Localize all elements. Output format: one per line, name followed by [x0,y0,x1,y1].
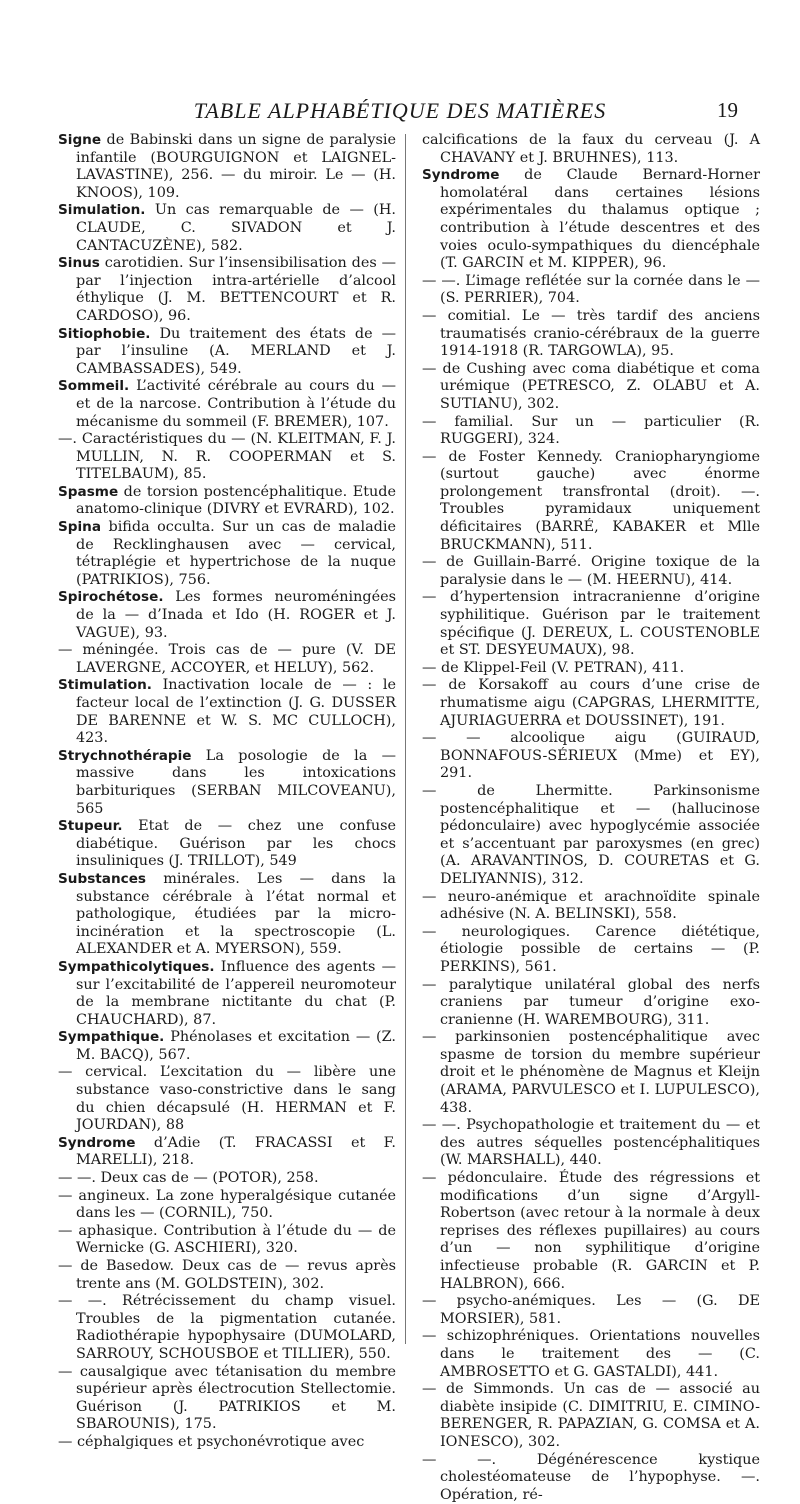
entry-heading: Sommeil. [58,378,130,395]
entry-text: La posologie de la — massive dans les intoxications barbituriques (SERBAN MILCOVEANU), 565 [76,747,396,817]
index-entry [422,1029,760,1117]
index-entry [58,132,396,202]
entry-text: — —. Rétrécissement du champ visuel. Troubles de la pigmentation cutanée. Radiothérapie hypophysaire (DUMOLARD, SARROUY, SCHOUSBOE et TILLIER), 550. [58,1293,396,1362]
entry-text: calcifications de la faux du cerveau (J. A CHAVANY et J. BRUHNES), 113. [422,132,760,166]
entry-heading: Sympathicolytiques. [58,958,215,975]
entry-text: — de Cushing avec coma diabétique et coma urémique (PETRESCO, Z. OLABU et A. SUTIANU), 302. [422,360,760,412]
entry-text: — parkinsonien postencéphalitique avec spasme de torsion du membre supérieur droit et le phénomène de Magnus et Kleijn (ARAMA, PARVULESCO et I. LUPULESCO), 438. [422,1029,760,1116]
index-entry [422,889,760,924]
entry-text: — céphalgiques et psychonévrotique avec [58,1433,365,1450]
index-entry [58,1258,396,1293]
entry-text: minérales. Les — dans la substance cérébrale à l’état normal et pathologique, étudiées par la micro-incinération et la spectroscopie (L. ALEXANDER et A. MYERSON), 559. [76,870,396,958]
entry-text: Du traitement des états de — par l’insuline (A. MERLAND et J. CAMBASSADES), 549. [76,325,396,377]
entry-heading: Spirochétose. [58,589,164,606]
index-entry [422,1328,760,1381]
entry-heading: Syndrome [58,1134,136,1151]
entry-text: — de Foster Kennedy. Craniopharyngiome (surtout gauche) avec énorme prolongement transfrontal (droit). —. Troubles pyramidaux uniquement déficitaires (BARRÉ, KABAKER et Mlle BRUCKMANN), 511. [422,448,760,553]
entry-text: —. Caractéristiques du — (N. KLEITMAN, F. J. MULLIN, N. R. COOPERMAN et S. TITELBAUM), 85. [58,431,396,483]
entry-text: — —. Psychopathologie et traitement du — et des autres séquelles postencéphalitiques (W. MARSHALL), 440. [422,1117,760,1169]
entry-heading: Signe [58,132,102,148]
entry-text: L’activité cérébrale au cours du — et de la narcose. Contribution à l’étude du mécanisme du sommeil (F. BREMER), 107. [76,378,396,430]
entry-text: — angineux. La zone hyperalgésique cutanée dans les — (CORNIL), 750. [58,1187,396,1222]
index-entry [58,818,396,871]
entry-heading: Simulation. [58,202,146,219]
entry-text: — aphasique. Contribution à l’étude du — de Wernicke (G. ASCHIERI), 320. [58,1222,396,1257]
index-entry [58,589,396,642]
index-entry [422,361,760,414]
index-entry [422,167,760,273]
entry-heading: Spina [58,519,102,536]
entry-text: — de Guillain-Barré. Origine toxique de la paralysie dans le — (M. HEERNU), 414. [422,554,760,588]
index-entry [58,1223,396,1258]
entry-heading: Stupeur. [58,818,123,835]
entry-text: Etat de — chez une confuse diabétique. Guérison par les chocs insuliniques (J. TRILLOT), 549 [76,818,396,870]
index-entry [422,1452,760,1504]
index-entry [58,378,396,431]
index-entry [58,1135,396,1170]
index-entry [422,730,760,783]
entry-heading: Stimulation. [58,677,152,694]
entry-text: — comitial. Le — très tardif des anciens traumatisés cranio-cérébraux de la guerre 1914-1918 (R. TARGOWLA), 95. [422,307,760,360]
entry-text: d’Adie (T. FRACASSI et F. MARELLI), 218. [76,1134,396,1169]
entry-text: — neuro-anémique et arachnoïdite spinale adhésive (N. A. BELINSKI), 558. [422,888,760,923]
index-entry [58,431,396,484]
index-entry [58,519,396,589]
index-entry [422,783,760,889]
index-entry [422,660,760,678]
index-entry [58,1188,396,1223]
entry-text: — paralytique unilatéral global des nerfs craniens par tumeur d’origine exo-cranienne (H. WAREMBOURG), 311. [422,976,760,1028]
index-entry [58,1170,396,1188]
entry-text: Les formes neuroméningées de la — d’Inada et Ido (H. ROGER et J. VAGUE), 93. [76,589,396,641]
index-entry [422,924,760,977]
entry-text: — de Basedow. Deux cas de — revus après trente ans (M. GOLDSTEIN), 302. [58,1258,396,1292]
entry-text: — méningée. Trois cas de — pure (V. DE LAVERGNE, ACCOYER, et HELUY), 562. [58,642,396,676]
index-entry [422,589,760,659]
entry-heading: Substances [58,870,147,887]
entry-text: — de Korsakoff au cours d’une crise de rhumatisme aigu (CAPGRAS, LHERMITTE, AJURIAGUERRA et DOUSSINET), 191. [422,677,760,729]
index-entry [422,414,760,449]
page-title: TABLE ALPHABÉTIQUE DES MATIÈRES [193,98,607,123]
entry-text: de torsion postencéphalitique. Etude anatomo-clinique (DIVRY et EVRARD), 102. [76,483,396,518]
index-entry [422,273,760,308]
entry-text: Phénolases et excitation — (Z. M. BACQ), 567. [76,1029,396,1063]
index-entry [422,1293,760,1328]
entry-text: — de Lhermitte. Parkinsonisme postencéphalitique et — (hallucinose pédonculaire) avec hypoglycémie associée et s’accentuant par paroxysmes (en grec) (A. ARAVANTINOS, D. COURETAS et G. DELIYANNIS), 312. [422,782,760,887]
entry-text: — —. Dégénérescence kystique cholestéomateuse de l’hypophyse. —. Opération, ré- [422,1451,760,1503]
entry-heading: Sinus [58,255,100,272]
entry-text: bifida occulta. Sur un cas de maladie de Recklinghausen avec — cervical, tétraplégie et hypertrichose de la nuque (PATRIKIOS), 756. [76,519,396,588]
entry-text: carotidien. Sur l’insensibilisation des — par l’injection intra-artérielle d’alcool éthylique (J. M. BETTENCOURT et R. CARDOSO), 96. [76,255,396,324]
index-entry [58,959,396,1029]
entry-text: Inactivation locale de — : le facteur local de l’extinction (J. G. DUSSER DE BARENNE et W. S. MC CULLOCH), 423. [76,677,396,747]
index-entry [58,1293,396,1363]
index-entry [422,677,760,730]
entry-heading: Sympathique. [58,1029,165,1046]
entry-text: Influence des agents — sur l’excitabilité de l’appereil neuromoteur de la membrane nictitante du chat (P. CHAUCHARD), 87. [76,958,396,1028]
entry-text: — d’hypertension intracranienne d’origine syphilitique. Guérison par le traitement spécifique (J. DEREUX, L. COUSTENOBLE et ST. DESYEUMAUX), 98. [422,589,760,659]
index-entry [58,677,396,747]
entry-text: Un cas remarquable de — (H. CLAUDE, C. SIVADON et J. CANTACUZÈNE), 582. [76,202,396,254]
right-column [422,132,760,1504]
entry-text: de Claude Bernard-Horner homolatéral dans certaines lésions expérimentales du thalamus optique ; contribution à l’étude descentres et des voies oculo-sympathiques du diencéphale (T. GARCIN et M. KIPPER), 96. [440,167,760,272]
entry-text: — psycho-anémiques. Les — (G. DE MORSIER), 581. [422,1293,760,1327]
index-entry [422,977,760,1030]
index-entry [58,202,396,255]
index-entry [58,1029,396,1064]
entry-text: — de Klippel-Feil (V. PETRAN), 411. [422,659,685,676]
entry-text: — —. Deux cas de — (POTOR), 258. [58,1170,319,1187]
index-entry [58,748,396,818]
index-entry [422,1117,760,1170]
index-entry [58,642,396,677]
index-entry [422,1170,760,1293]
entry-text: — —. L’image reflétée sur la cornée dans le — (S. PERRIER), 704. [422,272,760,307]
entry-text: — neurologiques. Carence diététique, étiologie possible de certains — (P. PERKINS), 561. [422,923,760,975]
index-entry [422,1381,760,1451]
entry-text: — causalgique avec tétanisation du membre supérieur après électrocution Stellectomie. Guérison (J. PATRIKIOS et M. SBAROUNIS), 175. [58,1363,396,1433]
entry-heading: Syndrome [422,167,500,184]
index-entry [422,308,760,361]
entry-heading: Strychnothérapie [58,747,192,764]
entry-text: — schizophréniques. Orientations nouvelles dans le traitement des — (C. AMBROSETTO et G. GASTALDI), 441. [422,1328,760,1380]
index-entry [58,326,396,379]
page-number: 19 [717,98,738,122]
index-entry [422,132,760,167]
entry-text: — familial. Sur un — particulier (R. RUGGERI), 324. [422,413,760,448]
left-column [58,132,396,1452]
index-entry [58,1434,396,1452]
entry-text: — — alcoolique aigu (GUIRAUD, BONNAFOUS-SÉRIEUX (Mme) et EY), 291. [422,730,760,782]
index-entry [58,1364,396,1434]
index-entry [58,1064,396,1134]
index-entry [58,871,396,959]
entry-text: de Babinski dans un signe de paralysie infantile (BOURGUIGNON et LAIGNEL-LAVASTINE), 256. — du miroir. Le — (H. KNOOS), 109. [76,132,396,201]
running-header [0,98,800,128]
index-entry [422,554,760,589]
column-divider [405,134,406,1344]
index-entry [58,484,396,519]
index-entry [422,449,760,555]
entry-text: — cervical. L’excitation du — libère une substance vaso-constrictive dans le sang du chien décapsulé (H. HERMAN et F. JOURDAN), 88 [58,1064,396,1134]
entry-heading: Sitiophobie. [58,325,151,342]
entry-heading: Spasme [58,483,119,500]
index-entry [58,255,396,325]
entry-text: — pédonculaire. Étude des régressions et modifications d’un signe d’Argyll-Robertson (avec retour à la normale à deux reprises des réflexes pupillaires) au cours d’un — non syphilitique d’origine infectieuse probable (R. GARCIN et P. HALBRON), 666. [422,1170,760,1292]
entry-text: — de Simmonds. Un cas de — associé au diabète insipide (C. DIMITRIU, E. CIMINO-BERENGER, R. PAPAZIAN, G. COMSA et A. IONESCO), 302. [422,1381,760,1450]
